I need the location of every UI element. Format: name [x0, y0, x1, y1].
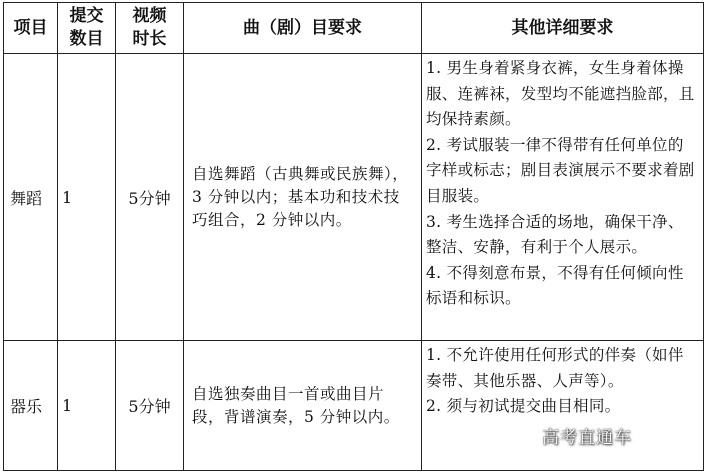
header-project: 项目 [4, 3, 58, 54]
requirement-item: 3. 考生选择合适的场地，确保干净、整洁、安静，有利于个人展示。 [426, 212, 684, 257]
header-video-length [116, 3, 184, 54]
header-submit-count [58, 3, 116, 54]
watermark: 高考直通车 [542, 428, 632, 448]
count-cell: 1 [58, 341, 116, 471]
requirement-item: 1. 男生身着紧身衣裤，女生身着体操服、连裤袜，发型均不能遮挡脸部，且均保持素颜。 [426, 59, 695, 129]
requirements-table [3, 2, 704, 471]
header-other-requirements: 其他详细要求 [422, 3, 704, 54]
other-requirements-cell [422, 54, 704, 341]
header-row [4, 3, 704, 54]
category-cell: 器乐 [4, 341, 58, 471]
other-requirements-cell [422, 341, 704, 471]
requirement-item: 2. 考试服装一律不得带有任何单位的字样或标志；剧目表演展示不要求着剧目服装。 [426, 135, 695, 205]
requirement-item: 2. 须与初试提交曲目相同。 [426, 397, 621, 416]
piece-requirements-cell: 自选舞蹈（古典舞或民族舞），3 分钟以内；基本功和技术技巧组合，2 分钟以内。 [184, 54, 422, 341]
count-cell: 1 [58, 54, 116, 341]
header-submit-count-line2: 数目 [69, 29, 104, 49]
table-row-dance [4, 54, 704, 341]
header-video-length-line2: 时长 [132, 29, 167, 49]
piece-requirements-cell: 自选独奏曲目一首或曲目片段，背谱演奏，5 分钟以内。 [184, 341, 422, 471]
requirement-item: 4. 不得刻意布景，不得有任何倾向性标语和标识。 [426, 263, 684, 308]
duration-cell: 5分钟 [116, 54, 184, 341]
duration-cell: 5分钟 [116, 341, 184, 471]
header-video-length-line1: 视频 [132, 6, 167, 26]
table-row-instrument [4, 341, 704, 471]
header-piece-requirements: 曲（剧）目要求 [184, 3, 422, 54]
header-submit-count-line1: 提交 [69, 6, 104, 26]
requirement-item: 1. 不允许使用任何形式的伴奏（如伴奏带、其他乐器、人声等）。 [426, 346, 684, 390]
category-cell: 舞蹈 [4, 54, 58, 341]
